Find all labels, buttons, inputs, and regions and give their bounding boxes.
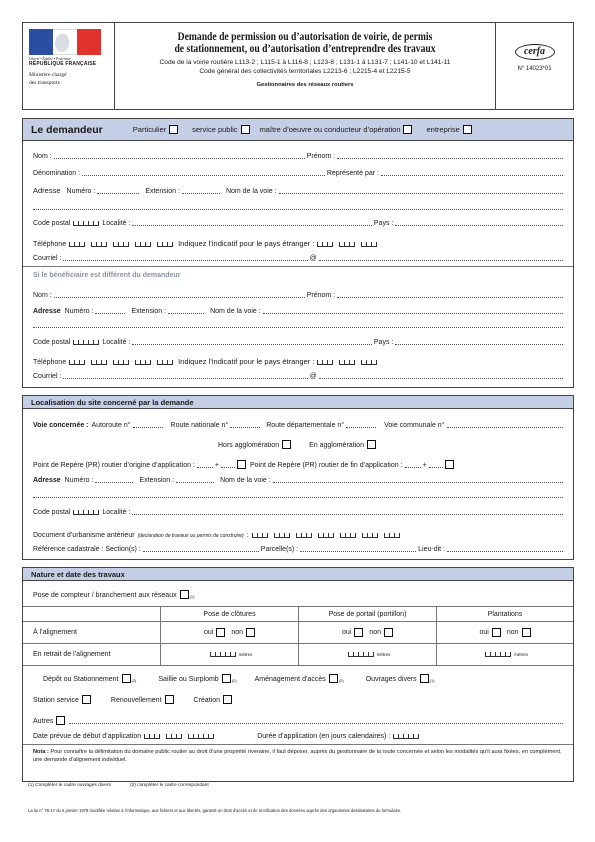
telephone-cells-3[interactable] bbox=[113, 242, 129, 247]
row-voie-concernee: Voie concernée : Autoroute n° Route nationale n° Route départementale n° Voie communale n° bbox=[33, 422, 565, 429]
nom-voie-field[interactable] bbox=[279, 188, 563, 194]
section-localisation bbox=[22, 395, 574, 560]
row-agglomeration: Hors agglomération En agglomération bbox=[218, 440, 565, 449]
cerfa-block bbox=[495, 23, 573, 109]
checkbox-creation[interactable] bbox=[223, 695, 232, 704]
checkbox-en-agglo[interactable] bbox=[367, 440, 376, 449]
voie-communale-field[interactable] bbox=[447, 422, 564, 428]
checkbox-pr-fin[interactable] bbox=[445, 460, 454, 469]
checkbox-pose-compteur[interactable] bbox=[180, 590, 189, 599]
benef-pays-field[interactable] bbox=[395, 339, 563, 345]
benef-numero-field[interactable] bbox=[95, 308, 125, 314]
telephone-cells-2[interactable] bbox=[91, 242, 107, 247]
benef-indicatif-cells-3[interactable] bbox=[361, 360, 377, 365]
nature-title: Nature et date des travaux bbox=[31, 569, 125, 579]
clotures-metres-cells[interactable] bbox=[210, 652, 236, 657]
demandeur-header: Le demandeur Particulier service public maître d’oeuvre ou conducteur d’opération entreprise bbox=[23, 119, 573, 141]
form-title-line2: de stationnement, ou d’autorisation d’entreprendre des travaux bbox=[174, 42, 436, 55]
section-nature bbox=[22, 567, 574, 782]
checkbox-renouvellement[interactable] bbox=[165, 695, 174, 704]
marianne-logo bbox=[29, 29, 101, 55]
benef-indicatif-cells-2[interactable] bbox=[339, 360, 355, 365]
loc-numero-field[interactable] bbox=[95, 477, 133, 483]
republic-logo-block bbox=[23, 23, 115, 109]
portail-metres-cells[interactable] bbox=[348, 652, 374, 657]
footnote-2: (2) compléter le cadre correspondant bbox=[130, 783, 209, 788]
doc-urba-cells-1[interactable] bbox=[252, 533, 268, 538]
loc-nom-voie-field[interactable] bbox=[273, 477, 563, 483]
checkbox-maitre-oeuvre[interactable] bbox=[403, 125, 412, 134]
checkbox-saillie[interactable] bbox=[222, 674, 231, 683]
autres-field[interactable] bbox=[69, 718, 563, 724]
form-title-block bbox=[115, 23, 495, 109]
section-field[interactable] bbox=[143, 546, 259, 552]
row-benef-adresse: Adresse Numéro : Extension : Nom de la voie : bbox=[33, 308, 565, 315]
doc-urba-cells-3[interactable] bbox=[296, 533, 312, 538]
row-autres: Autres bbox=[33, 716, 565, 725]
pr-origine-field[interactable] bbox=[197, 462, 213, 468]
benef-nom-voie-field[interactable] bbox=[263, 308, 563, 314]
date-debut-cells-1[interactable] bbox=[144, 734, 160, 739]
nature-header bbox=[23, 568, 573, 581]
loc-code-postal-cells[interactable] bbox=[73, 510, 99, 515]
row-types-travaux: Dépôt ou Stationnement $_{(2)}$ Saillie ou Surplomb $_{(2)}$ Aménagement d’accès $_{(2)}$ Ouvrages divers $_{(1)}$ bbox=[43, 676, 435, 683]
benef-telephone-cells-4[interactable] bbox=[135, 360, 151, 365]
localisation-header bbox=[23, 396, 573, 409]
loc-adresse-suite-field[interactable] bbox=[33, 492, 563, 498]
row-denomination: Dénomination : Représenté par : bbox=[33, 170, 565, 177]
pr-origine-plus-field[interactable] bbox=[221, 462, 235, 468]
benef-courriel-domain-field[interactable] bbox=[319, 373, 563, 379]
doc-urba-cells-5[interactable] bbox=[340, 533, 356, 538]
telephone-cells-1[interactable] bbox=[69, 242, 85, 247]
benef-localite-field[interactable] bbox=[132, 339, 372, 345]
row-benef-adresse-suite bbox=[33, 322, 565, 329]
route-nationale-field[interactable] bbox=[230, 422, 260, 428]
date-debut-cells-2[interactable] bbox=[166, 734, 182, 739]
checkbox-plantations-oui[interactable] bbox=[492, 628, 501, 637]
doc-urba-cells-6[interactable] bbox=[362, 533, 378, 538]
checkbox-clotures-non[interactable] bbox=[246, 628, 255, 637]
row-loc-adresse: Adresse Numéro : Extension : Nom de la voie : bbox=[33, 477, 565, 484]
indicatif-cells-3[interactable] bbox=[361, 242, 377, 247]
loc-extension-field[interactable] bbox=[176, 477, 214, 483]
benef-telephone-cells-5[interactable] bbox=[157, 360, 173, 365]
row-code-postal: Code postal Localité : Pays : bbox=[33, 220, 565, 227]
col-plantations: Plantations bbox=[487, 610, 523, 618]
checkbox-clotures-oui[interactable] bbox=[216, 628, 225, 637]
checkbox-entreprise[interactable] bbox=[463, 125, 472, 134]
row-adresse-suite bbox=[33, 204, 565, 211]
benef-courriel-user-field[interactable] bbox=[63, 373, 307, 379]
benef-prenom-field[interactable] bbox=[337, 292, 563, 298]
row-benef-nom: Nom : Prénom : bbox=[33, 292, 565, 299]
doc-urba-cells-2[interactable] bbox=[274, 533, 290, 538]
telephone-cells-4[interactable] bbox=[135, 242, 151, 247]
adresse-suite-field[interactable] bbox=[33, 204, 563, 210]
courriel-user-field[interactable] bbox=[63, 255, 307, 261]
benef-indicatif-cells-1[interactable] bbox=[317, 360, 333, 365]
checkbox-ouvrages[interactable] bbox=[420, 674, 429, 683]
cerfa-number: N° 14023*01 bbox=[517, 66, 552, 72]
row-benef-telephone: Téléphone Indiquez l’indicatif pour le pays étranger : bbox=[33, 357, 565, 366]
doc-urba-cells-7[interactable] bbox=[384, 533, 400, 538]
motto: Liberté • Égalité • Fraternité bbox=[29, 57, 71, 61]
lieu-dit-field[interactable] bbox=[447, 546, 563, 552]
numero-field[interactable] bbox=[97, 188, 139, 194]
benef-telephone-cells-2[interactable] bbox=[91, 360, 107, 365]
checkbox-station[interactable] bbox=[82, 695, 91, 704]
row-benef-code-postal: Code postal Localité : Pays : bbox=[33, 339, 565, 346]
section-demandeur bbox=[22, 118, 574, 388]
ministry-name: Ministère chargé des transports bbox=[29, 72, 67, 86]
duree-cells[interactable] bbox=[393, 734, 419, 739]
localite-field[interactable] bbox=[132, 220, 372, 226]
table-row-retrait: En retrait de l’alignement mètres mètres mètres bbox=[23, 643, 573, 665]
footnote-1: (1) Compléter le cadre ouvrages divers bbox=[28, 783, 111, 788]
row-station: Station service Renouvellement Création bbox=[33, 695, 565, 704]
form-header bbox=[22, 22, 574, 110]
row-doc-urbanisme: Document d’urbanisme antérieur (déclaration de travaux ou permis de construire) : bbox=[33, 532, 565, 539]
table-row-alignement: À l’alignement oui non oui non oui non bbox=[23, 621, 573, 643]
pr-fin-plus-field[interactable] bbox=[429, 462, 443, 468]
checkbox-depot[interactable] bbox=[122, 674, 131, 683]
checkbox-portail-non[interactable] bbox=[384, 628, 393, 637]
nom-field[interactable] bbox=[54, 153, 305, 159]
checkbox-plantations-non[interactable] bbox=[522, 628, 531, 637]
checkbox-portail-oui[interactable] bbox=[354, 628, 363, 637]
row-pose-compteur: Pose de compteur / branchement aux réseaux $_{(1)}$ bbox=[33, 592, 195, 599]
plantations-metres-cells[interactable] bbox=[485, 652, 511, 657]
loc-localite-field[interactable] bbox=[132, 509, 563, 515]
benef-telephone-cells-1[interactable] bbox=[69, 360, 85, 365]
parcelles-field[interactable] bbox=[300, 546, 416, 552]
cerfa-logo: cerfa bbox=[515, 44, 555, 60]
col-portail: Pose de portail (portillon) bbox=[299, 607, 437, 621]
route-dep-field[interactable] bbox=[346, 422, 376, 428]
col-clotures: Pose de clôtures bbox=[161, 607, 299, 621]
row-benef-courriel: Courriel : @ bbox=[33, 373, 565, 380]
code-postal-cells[interactable] bbox=[73, 221, 99, 226]
benef-extension-field[interactable] bbox=[168, 308, 204, 314]
checkbox-pr-origine[interactable] bbox=[237, 460, 246, 469]
row-dates: Date prévue de début d’application Durée d’application (en jours calendaires) : bbox=[33, 733, 565, 740]
checkbox-amenagement[interactable] bbox=[329, 674, 338, 683]
prenom-field[interactable] bbox=[337, 153, 563, 159]
pays-field[interactable] bbox=[395, 220, 563, 226]
row-beneficiaire-title bbox=[33, 272, 565, 279]
nota: Nota : Pour connaître la délimitation du domaine public routier au droit d’une propriété riveraine, il faut déposer, auprès du gestionnaire de la route concernée et selon les modalités qu’il aura fixées, en complément, une demande d’alignement individuel. bbox=[33, 749, 562, 763]
pr-fin-field[interactable] bbox=[405, 462, 421, 468]
extension-field[interactable] bbox=[182, 188, 220, 194]
row-adresse: Adresse Numéro : Extension : Nom de la voie : bbox=[33, 186, 565, 195]
autoroute-field[interactable] bbox=[133, 422, 163, 428]
telephone-cells-5[interactable] bbox=[157, 242, 173, 247]
denomination-field[interactable] bbox=[82, 170, 325, 176]
row-telephone: Téléphone Indiquez l’indicatif pour le pays étranger : bbox=[33, 239, 565, 248]
benef-nom-field[interactable] bbox=[54, 292, 305, 298]
checkbox-autres[interactable] bbox=[56, 716, 65, 725]
checkbox-service-public[interactable] bbox=[241, 125, 250, 134]
row-loc-code-postal: Code postal Localité : bbox=[33, 509, 565, 516]
benef-adresse-suite-field[interactable] bbox=[33, 322, 563, 328]
row-points-repere: Point de Repère (PR) routier d’origine d’application : + Point de Repère (PR) routier de fin d’application : + bbox=[33, 460, 565, 469]
checkbox-particulier[interactable] bbox=[169, 125, 178, 134]
benef-telephone-cells-3[interactable] bbox=[113, 360, 129, 365]
represente-field[interactable] bbox=[381, 170, 563, 176]
indicatif-cells-1[interactable] bbox=[317, 242, 333, 247]
checkbox-hors-agglo[interactable] bbox=[282, 440, 291, 449]
benef-code-postal-cells[interactable] bbox=[73, 340, 99, 345]
row-loc-adresse-suite bbox=[33, 492, 565, 499]
row-nom: Nom : Prénom : bbox=[33, 153, 565, 160]
beneficiaire-title: Si le bénéficiaire est différent du demandeur bbox=[33, 272, 181, 279]
republic-name: RÉPUBLIQUE FRANÇAISE bbox=[29, 61, 97, 67]
demandeur-title: Le demandeur bbox=[31, 123, 103, 136]
legal-references: Code de la voirie routière L113-2 ; L115-1 à L116-8 ; L123-8 ; L131-1 à L131-7 ; L141-10 et L141-11 Code général des collectivités territoriales L2213-6 ; L2215-4 et L2215-5 bbox=[159, 59, 451, 75]
cnil-notice: La loi n° 78-17 du 6 janvier 1978 modifiée relative à l’informatique, aux fichiers et aux libertés, garantit un droit d’accès et de rectification des données auprès des organismes destinataires du formulaire. bbox=[28, 808, 402, 813]
doc-urba-cells-4[interactable] bbox=[318, 533, 334, 538]
localisation-title: Localisation du site concerné par la demande bbox=[31, 397, 194, 407]
form-title-line1: Demande de permission ou d’autorisation de voirie, de permis bbox=[177, 31, 433, 43]
courriel-domain-field[interactable] bbox=[319, 255, 563, 261]
row-courriel: Courriel : @ bbox=[33, 255, 565, 262]
table-header-row bbox=[23, 606, 573, 621]
date-debut-cells-3[interactable] bbox=[188, 734, 214, 739]
gestionnaires-label: Gestionnaires des réseaux routiers bbox=[256, 82, 354, 88]
indicatif-cells-2[interactable] bbox=[339, 242, 355, 247]
row-cadastre: Référence cadastrale : Section(s) : Parcelle(s) : Lieu-dit : bbox=[33, 546, 565, 553]
